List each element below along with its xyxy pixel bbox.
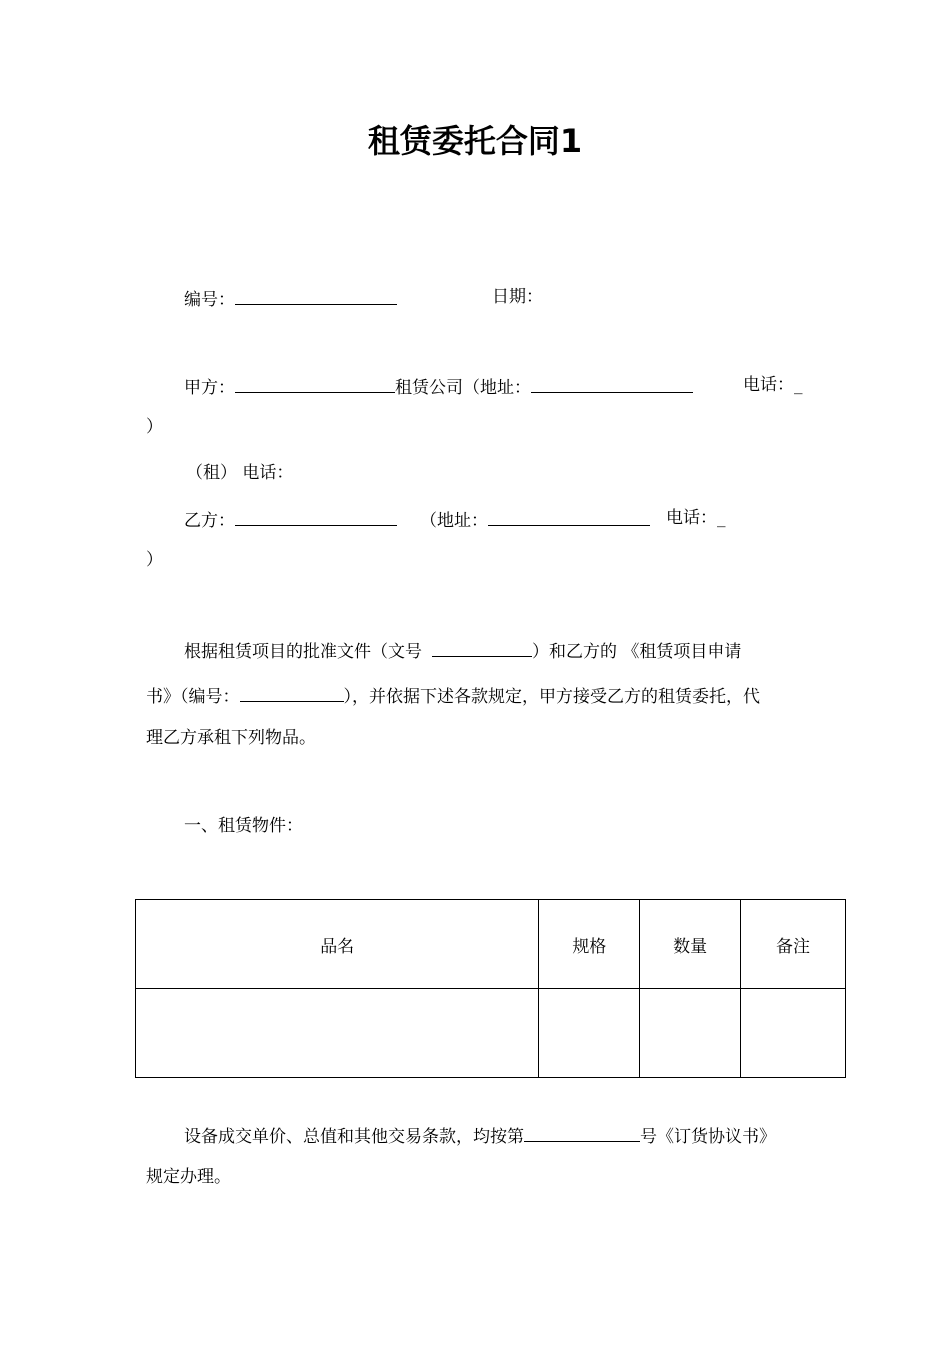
closing-line-1a: 设备成交单价、总值和其他交易条款，均按第 <box>184 1127 524 1147</box>
cell-quantity[interactable] <box>640 989 741 1078</box>
rent-phone-line: （租） 电话： <box>186 463 294 483</box>
cell-spec[interactable] <box>539 989 640 1078</box>
cell-remarks[interactable] <box>741 989 846 1078</box>
date-label: 日期： <box>492 287 543 307</box>
items-table <box>135 899 846 1078</box>
party-a-close: ） <box>146 417 163 437</box>
order-number-blank[interactable] <box>524 1123 640 1142</box>
intro-line-2a: 书》（编号： <box>146 687 240 707</box>
party-a-company-suffix: 租赁公司（地址： <box>395 378 531 398</box>
intro-line-1 <box>184 638 741 663</box>
section-1-heading: 一、租赁物件： <box>184 816 303 836</box>
number-label: 编号： <box>184 290 235 310</box>
party-a-name-blank[interactable] <box>235 374 395 393</box>
party-b-label: 乙方： <box>184 511 235 531</box>
document-title: 租赁委托合同1 <box>367 122 583 160</box>
party-b-address-row <box>420 507 650 532</box>
party-a-label: 甲方： <box>184 378 235 398</box>
party-b-row <box>184 507 397 532</box>
table-row <box>136 989 846 1078</box>
header-product-name: 品名 <box>136 900 539 989</box>
intro-line-1a: 根据租赁项目的批准文件（文号 <box>184 642 422 662</box>
party-a-row <box>184 374 693 399</box>
header-spec: 规格 <box>539 900 640 989</box>
party-b-address-blank[interactable] <box>488 507 650 526</box>
party-b-name-blank[interactable] <box>235 507 397 526</box>
table-header-row <box>136 900 846 989</box>
cell-product-name[interactable] <box>136 989 539 1078</box>
party-b-address-label: （地址： <box>420 511 488 531</box>
closing-line-2: 规定办理。 <box>146 1167 231 1187</box>
intro-line-2 <box>146 683 760 708</box>
closing-line-1 <box>184 1123 776 1148</box>
intro-line-3: 理乙方承租下列物品。 <box>146 728 316 748</box>
header-quantity: 数量 <box>640 900 741 989</box>
party-b-phone-label: 电话：_ <box>666 508 726 528</box>
header-remarks: 备注 <box>741 900 846 989</box>
application-number-blank[interactable] <box>240 683 344 702</box>
doc-number-blank[interactable] <box>432 638 532 657</box>
number-row <box>184 286 397 311</box>
party-b-close: ） <box>146 550 163 570</box>
intro-line-2b: ），并依据下述各款规定，甲方接受乙方的租赁委托，代 <box>343 687 760 707</box>
party-a-address-blank[interactable] <box>531 374 693 393</box>
closing-line-1b: 号《订货协议书》 <box>640 1127 776 1147</box>
intro-line-1b: ）和乙方的 《租赁项目申请 <box>532 642 742 662</box>
party-a-phone-label: 电话：_ <box>743 375 803 395</box>
number-blank[interactable] <box>235 286 397 305</box>
